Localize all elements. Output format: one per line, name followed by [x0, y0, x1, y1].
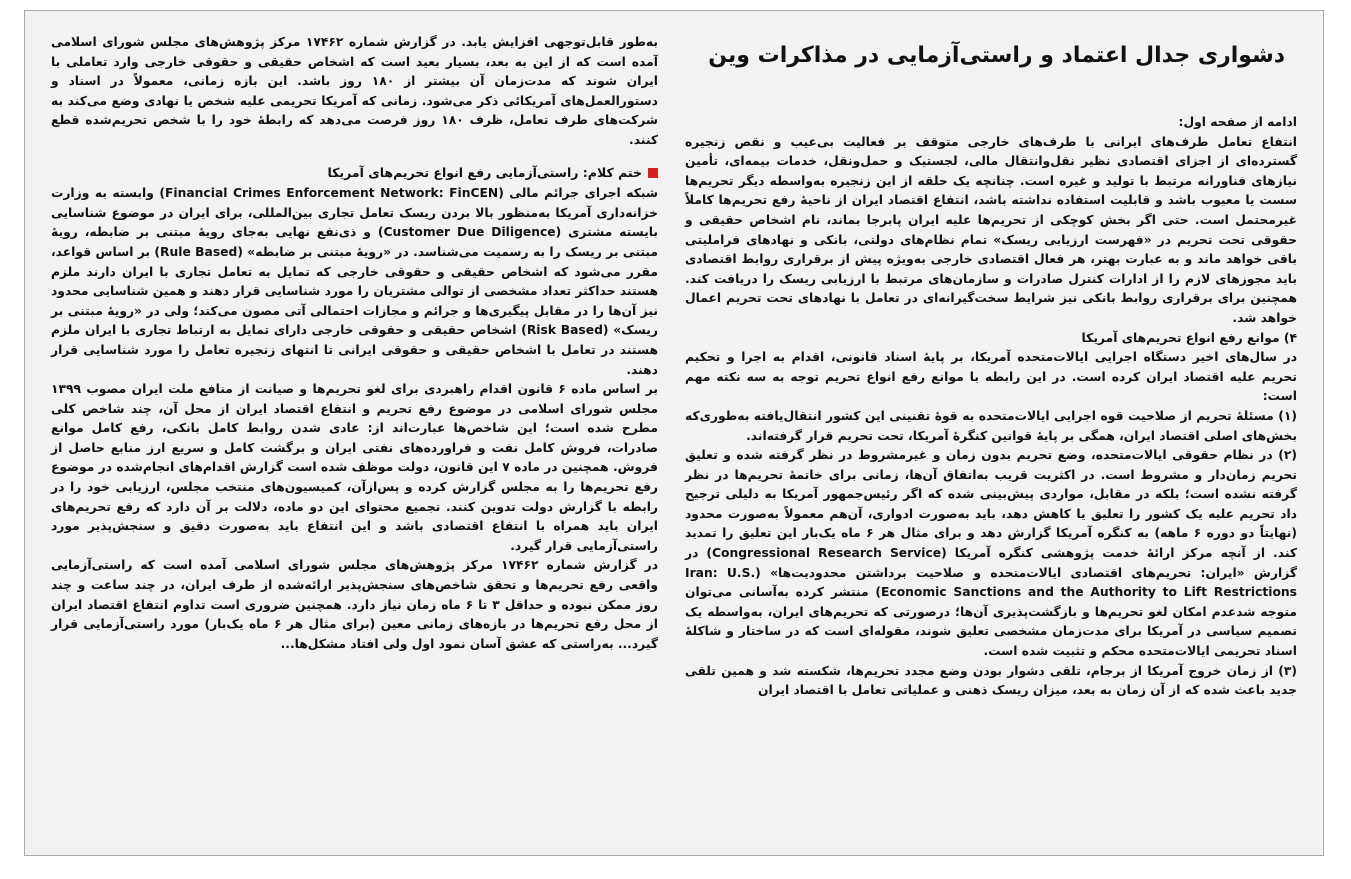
closing-subhead-text: ختم کلام: راستی‌آزمایی رفع انواع تحریم‌های آمریکا — [327, 164, 642, 180]
paragraph: بر اساس ماده ۶ قانون اقدام راهبردی برای لغو تحریم‌ها و صیانت از منافع ملت ایران مصوب ۱۳۹۹ مجلس شورای اسلامی در موضوع رفع تحریم و انتفاع اقتصاد ایران از محل آن، چند شاخص کلی مطرح شده است؛ این شاخص‌ها عبارت‌اند از: عادی شدن روابط کامل بانکی، رفع کامل موانع صادرات، فروش کامل نفت و فراورده‌های نفتی ایران و برگشت کامل و سریع ارز منابع حاصل از فروش. همچنین در ماده ۷ این قانون، دولت موظف شده است گزارش اقدام‌های انجام‌شده در موضوع رفع تحریم‌ها را به مجلس گزارش کرده و پس‌از‌آن، کمیسیون‌های منتخب مجلس، ارزیابی خود را در رابطه با گزارش دولت تدوین کنند. تجمیع محتوای این دو ماده، دلالت بر آن دارد که رفع تحریم‌های ایران باید همراه با انتفاع اقتصادی باشد و این انتفاع باید به‌صورت دقیق و سنجش‌پذیر مورد راستی‌آزمایی قرار گیرد. — [51, 382, 658, 553]
paragraph: در سال‌های اخیر دستگاه اجرایی ایالات‌متحده آمریکا، بر پایهٔ اسناد قانونی، اقدام به اجرا و تحکیم تحریم علیه اقتصاد ایران کرده است. در این رابطه با موانع رفع انواع تحریم توجه به سه نکته مهم است: — [685, 350, 1297, 404]
section-heading: ۴) موانع رفع انواع تحریم‌های آمریکا — [1081, 330, 1297, 345]
paragraph: در گزارش شماره ۱۷۴۶۲ مرکز پژوهش‌های مجلس شورای اسلامی آمده است که راستی‌آزمایی واقعی رفع تحریم‌ها و تحقق شاخص‌های سنجش‌پذیر ارائه‌شده از طرف ایران، در چند ساعت و چند روز ممکن نبوده و حداقل ۳ تا ۶ ماه زمان نیاز دارد. همچنین ضروری است تداوم انتفاع اقتصاد ایران از محل رفع تحریم‌ها در بازه‌های زمانی معین (برای مثال هر ۶ ماه یک‌بار) مورد راستی‌آزمایی قرار گیرد... به‌راستی که عشق آسان نمود اول ولی افتاد مشکل‌ها... — [51, 558, 659, 651]
right-column — [685, 41, 1297, 701]
article-frame — [24, 10, 1324, 856]
headline: دشواری جدال اعتماد و راستی‌آزمایی در مذاکرات وین — [708, 43, 1285, 68]
paragraph: (۲) در نظام حقوقی ایالات‌متحده، وضع تحریم بدون زمان و غیرمشروط در نظر گرفته شده و تعلیق تحریم زمان‌دار و مشروط است. در اکثریت قریب به‌اتفاق آن‌ها، زمانی برای خاتمهٔ تحریم‌ها در نظر گرفته نشده است؛ بلکه در مقابل، مواردی پیش‌بینی شده که اگر رئیس‌جمهور آمریکا به دلیلی ترجیح داد تحریم علیه یک کشور را تعلیق یا کاهش دهد، باید به‌صورت ادواری، آن‌هم معمولاً به‌صورت محدود (نهایتاً دو دوره ۶ ماهه) به کنگره آمریکا گزارش دهد و برای مثال هر ۶ ماه یک‌بار این تعلیق را تمدید کند. از آنچه مرکز ارائهٔ خدمت پژوهشی کنگره آمریکا (Congressional Research Service) در گزارش «ایران: تحریم‌های اقتصادی ایالات‌متحده و صلاحیت برداشتن محدودیت‌ها» (Iran: U.S. Economic Sanctions and the Authority to Lift Restrictions) منتشر کرده به‌آسانی می‌توان متوجه شد‌عدم امکان لغو تحریم‌ها و بازگشت‌پذیری آن‌ها؛ درصورتی که تحریم‌های ایران، به‌واسطه یک تصمیم سیاسی در آمریکا برای مدت‌زمان مشخصی تعلیق شوند، مقوله‌ای است که در ساختار و شاکلهٔ اسناد تحریمی ایالات‌متحده محکم و تثبیت شده است. — [685, 448, 1297, 659]
closing-subhead — [51, 163, 658, 183]
continued-label: ادامه از صفحه اول: — [1178, 115, 1297, 129]
paragraph: به‌طور قابل‌توجهی افزایش یابد. در گزارش شماره ۱۷۴۶۲ مرکز پژوهش‌های مجلس شورای اسلامی آمده است که از این به بعد، بسیار بعید است که اشخاص حقیقی و حقوقی خارجی وارد تعاملی با ایران شوند که مدت‌زمان آن بیشتر از ۱۸۰ روز باشد. این بازه زمانی، معمولاً در اسناد و دستورالعمل‌های آمریکائی ذکر می‌شود. زمانی که آمریکا تحریمی علیه شخص یا نهادی وضع می‌کند به شرکت‌های طرف تعامل، ظرف ۱۸۰ روز فرصت می‌دهد که رابطهٔ خود را با شخص تحریم‌شده قطع کنند. — [51, 35, 658, 147]
left-column — [51, 33, 658, 654]
paragraph: (۱) مسئلهٔ تحریم از صلاحیت قوه اجرایی ایالات‌متحده به قوهٔ تقنینی این کشور انتقال‌یافته به‌طوری‌که بخش‌های اصلی اقتصاد ایران، همگی بر پایهٔ قوانین کنگرهٔ آمریکا، تحت تحریم قرار گرفته‌اند. — [685, 408, 1297, 443]
red-square-icon — [648, 168, 658, 178]
paragraph: (۳) از زمان خروج آمریکا از برجام، تلقی دشوار بودن وضع مجدد تحریم‌ها، شکسته شد و همین تلقی جدید باعث شده که از آن زمان به بعد، میزان ریسک ذهنی و عملیاتی تعامل با اقتصاد ایران — [685, 663, 1297, 698]
paragraph: انتفاع تعامل طرف‌های ایرانی با طرف‌های خارجی متوقف بر فعالیت بی‌عیب و نقص زنجیره گسترده‌ای از اجزای اقتصادی نظیر نقل‌وانتقال مالی، لجستیک و حمل‌ونقل، خدمات بیمه‌ای، تأمین نیازهای فناورانه مرتبط با تولید و غیره است. چنانچه یک حلقه از این زنجیره به‌واسطه دیگر تحریم‌ها سست یا معیوب باشد و قابلیت استفاده نداشته باشد، انتفاع اقتصاد ایران از ناحیهٔ رفع تحریم‌ها کاملاً غیرمحتمل است. حتی اگر بخش کوچکی از تحریم‌ها علیه ایران پابرجا بماند، نام اشخاص حقیقی و حقوقی تحت تحریم در «فهرست ارزیابی ریسک» تمام نظام‌های دولتی، بانکی و نهادهای فراملیتی باقی خواهد ماند و به عبارت بهتر، هر فعال اقتصادی خارجی به‌ویژه پیش از برقراری روابط اقتصادی باید مجوزهای لازم را از ادارات کنترل صادرات و سازمان‌های مرتبط با ارزیابی ریسک را دریافت کند. همچنین برای برقراری روابط بانکی نیز شرایط سخت‌گیرانه‌ای در تعامل با نهادهای تحت تحریم اعمال خواهد شد. — [685, 134, 1297, 325]
paragraph: شبکه اجرای جرائم مالی (Financial Crimes Enforcement Network: FinCEN) وابسته به وزارت خزانه‌داری آمریکا به‌منظور بالا بردن ریسک تعامل تجاری بین‌المللی، برای ایران در موضوع شناسایی بایسته مشتری (Customer Due Diligence) و ذی‌نفع نهایی به‌جای رویهٔ مبتنی بر ضابطه، رویهٔ مبتنی بر ریسک را به رسمیت می‌شناسد. در «رویهٔ مبتنی بر ضابطه» (Rule Based) بر اساس قواعد، مقرر می‌شود که اشخاص حقیقی و حقوقی خارجی که تمایل به تعامل تجاری با ایران دارند ملزم هستند حداکثر تعداد مشخصی از توالی مشتریان را مورد شناسایی قرار دهند و همین شناسایی محدود نیز آن‌ها را در مقابل پیگیری‌ها و جرائم و مجازات احتمالی آتی مصون می‌کند؛ ولی در «رویهٔ مبتنی بر ریسک» (Risk Based) اشخاص حقیقی و حقوقی خارجی دارای تمایل به ارتباط تجاری با ایران ملزم هستند در تعامل با اشخاص حقیقی و حقوقی ایرانی تا انتهای زنجیره تعامل را مورد شناسایی قرار دهند. — [51, 186, 658, 377]
